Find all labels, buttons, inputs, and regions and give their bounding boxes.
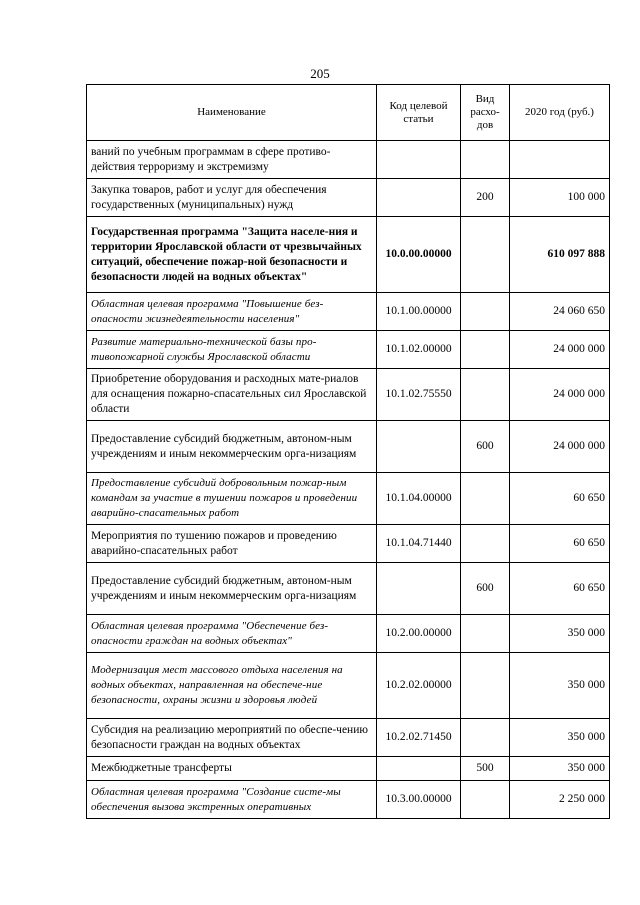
row-sum: 350 000 [510,615,610,653]
row-code: 10.2.00.00000 [377,615,461,653]
row-kind [461,615,510,653]
row-code [377,563,461,615]
table-row [87,615,610,653]
row-sum: 610 097 888 [510,217,610,293]
row-kind [461,331,510,369]
header-code: Код целевой статьи [377,85,461,141]
row-name: Предоставление субсидий бюджетным, автоном-ным учреждениям и иным некоммерческим орга-низациям [87,421,377,473]
table-row [87,293,610,331]
page-number: 205 [310,66,330,81]
row-code: 10.1.04.00000 [377,473,461,525]
table-row [87,179,610,217]
row-kind: 200 [461,179,510,217]
row-kind [461,369,510,421]
row-name: ваний по учебным программам в сфере противо-действия терроризму и экстремизму [87,141,377,179]
row-sum: 2 250 000 [510,781,610,819]
header-kind: Вид расхо-дов [461,85,510,141]
table-row [87,421,610,473]
row-name: Развитие материально-технической базы про-тивопожарной службы Ярославской области [87,331,377,369]
row-name: Модернизация мест массового отдыха населения на водных объектах, направленная на обеспече-ние безопасности, охраны жизни и здоровья людей [87,653,377,719]
row-sum: 24 000 000 [510,421,610,473]
row-kind [461,217,510,293]
row-name: Мероприятия по тушению пожаров и проведению аварийно-спасательных работ [87,525,377,563]
table-row [87,369,610,421]
row-name: Приобретение оборудования и расходных мате-риалов для оснащения пожарно-спасательных сил Ярославской области [87,369,377,421]
budget-table [86,84,610,819]
row-name: Областная целевая программа "Создание систе-мы обеспечения вызова экстренных оперативных [87,781,377,819]
row-kind: 600 [461,421,510,473]
row-name: Областная целевая программа "Обеспечение без-опасности граждан на водных объектах" [87,615,377,653]
table-row [87,141,610,179]
row-kind: 500 [461,757,510,781]
table-header-row [87,85,610,141]
row-sum: 24 000 000 [510,369,610,421]
budget-table-body [87,141,610,819]
row-kind: 600 [461,563,510,615]
row-sum [510,141,610,179]
row-code: 10.3.00.00000 [377,781,461,819]
row-kind [461,719,510,757]
row-code: 10.2.02.00000 [377,653,461,719]
row-sum: 60 650 [510,563,610,615]
table-row [87,757,610,781]
row-name: Закупка товаров, работ и услуг для обеспечения государственных (муниципальных) нужд [87,179,377,217]
table-row [87,653,610,719]
row-code [377,141,461,179]
row-name: Межбюджетные трансферты [87,757,377,781]
table-row [87,525,610,563]
table-row [87,473,610,525]
row-name: Предоставление субсидий бюджетным, автоном-ным учреждениям и иным некоммерческим орга-низациям [87,563,377,615]
row-sum: 350 000 [510,719,610,757]
row-code [377,421,461,473]
header-name: Наименование [87,85,377,141]
row-sum: 350 000 [510,653,610,719]
row-sum: 100 000 [510,179,610,217]
row-kind [461,781,510,819]
row-kind [461,293,510,331]
row-code [377,757,461,781]
row-kind [461,141,510,179]
row-sum: 60 650 [510,473,610,525]
table-row [87,719,610,757]
row-sum: 24 000 000 [510,331,610,369]
row-sum: 350 000 [510,757,610,781]
row-kind [461,653,510,719]
table-row [87,217,610,293]
row-code: 10.1.00.00000 [377,293,461,331]
row-kind [461,473,510,525]
row-name: Предоставление субсидий добровольным пожар-ным командам за участие в тушении пожаров и проведении аварийно-спасательных работ [87,473,377,525]
row-code: 10.2.02.71450 [377,719,461,757]
header-sum: 2020 год (руб.) [510,85,610,141]
row-code: 10.1.02.75550 [377,369,461,421]
row-code: 10.1.04.71440 [377,525,461,563]
row-sum: 24 060 650 [510,293,610,331]
table-row [87,563,610,615]
row-kind [461,525,510,563]
row-name: Государственная программа "Защита населе-ния и территории Ярославской области от чрезвычайных ситуаций, обеспечение пожар-ной безопасности и безопасности людей на водных объектах" [87,217,377,293]
row-name: Областная целевая программа "Повышение без-опасности жизнедеятельности населения" [87,293,377,331]
row-code: 10.1.02.00000 [377,331,461,369]
row-code [377,179,461,217]
table-row [87,331,610,369]
table-row [87,781,610,819]
row-name: Субсидия на реализацию мероприятий по обеспе-чению безопасности граждан на водных объектах [87,719,377,757]
row-code: 10.0.00.00000 [377,217,461,293]
row-sum: 60 650 [510,525,610,563]
